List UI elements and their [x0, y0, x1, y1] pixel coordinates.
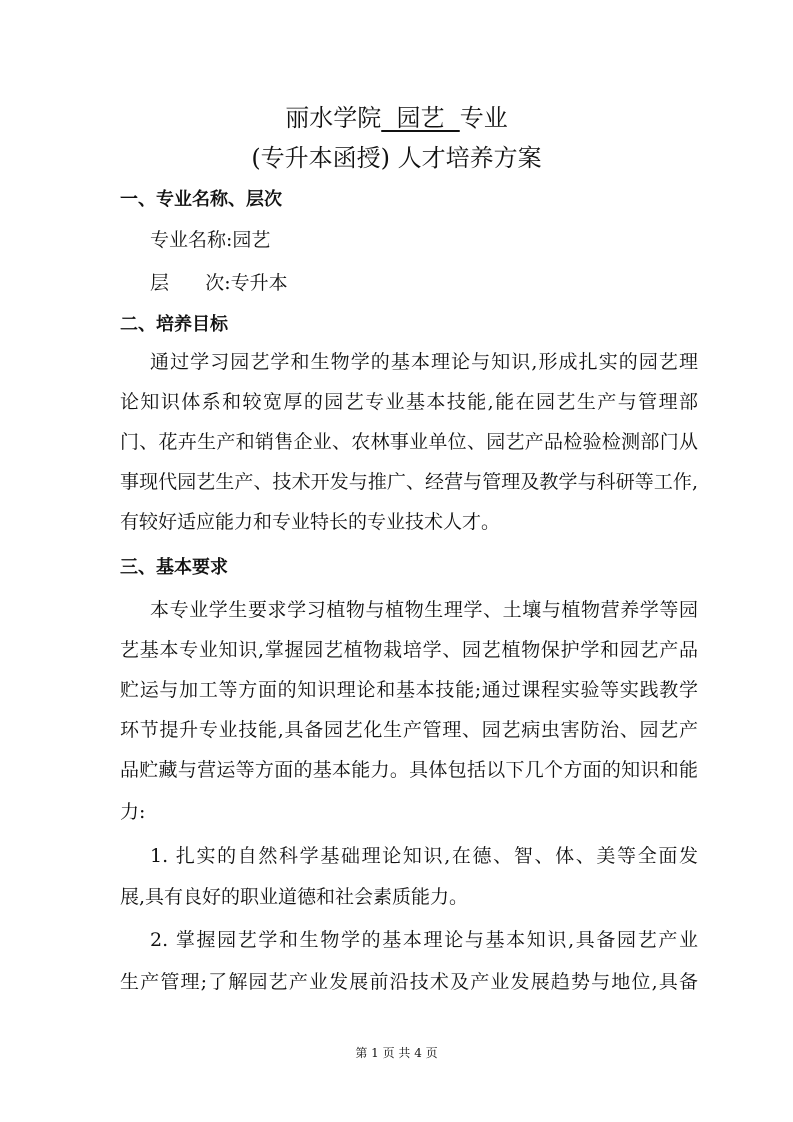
paragraph-line: 事现代园艺生产、技术开发与推广、经营与管理及教学与科研等工作, [120, 471, 698, 493]
major-name: 专业名称:园艺 [150, 229, 271, 251]
paragraph-line: 门、花卉生产和销售企业、农林事业单位、园艺产品检验检测部门从 [120, 431, 698, 453]
paragraph-line: 通过学习园艺学和生物学的基本理论与知识,形成扎实的园艺理 [150, 351, 698, 373]
paragraph-line: 环节提升专业技能,具备园艺化生产管理、园艺病虫害防治、园艺产 [120, 719, 698, 741]
list-item-line: 1. 扎实的自然科学基础理论知识,在德、智、体、美等全面发 [150, 845, 698, 867]
list-item-line: 生产管理;了解园艺产业发展前沿技术及产业发展趋势与地位,具备 [120, 971, 698, 993]
title-prefix: 丽水学院 [285, 104, 382, 132]
paragraph-line: 贮运与加工等方面的知识理论和基本技能;通过课程实验等实践教学 [120, 679, 698, 701]
section-heading: 三、基本要求 [120, 557, 228, 578]
document-title [0, 103, 793, 133]
list-item-line: 展,具有良好的职业道德和社会素质能力。 [120, 886, 469, 908]
major-level: 层 次:专升本 [150, 272, 288, 294]
page-footer: 第 1 页 共 4 页 [355, 1046, 438, 1060]
paragraph-line: 品贮藏与营运等方面的基本能力。具体包括以下几个方面的知识和能 [120, 759, 698, 781]
section-heading: 二、培养目标 [120, 314, 228, 335]
title-suffix: 专业 [459, 104, 508, 132]
section-heading: 一、专业名称、层次 [120, 189, 282, 210]
paragraph-line: 艺基本专业知识,掌握园艺植物栽培学、园艺植物保护学和园艺产品 [120, 639, 698, 661]
paragraph-line: 论知识体系和较宽厚的园艺专业基本技能,能在园艺生产与管理部 [120, 391, 698, 413]
paragraph-line: 本专业学生要求学习植物与植物生理学、土壤与植物营养学等园 [150, 599, 698, 621]
paragraph-line: 有较好适应能力和专业特长的专业技术人才。 [120, 511, 501, 533]
document-subtitle: (专升本函授) 人才培养方案 [251, 144, 542, 172]
list-item-line: 2. 掌握园艺学和生物学的基本理论与基本知识,具备园艺产业 [150, 929, 698, 951]
paragraph-line: 力: [120, 801, 146, 823]
title-major: 园艺 [381, 104, 460, 132]
